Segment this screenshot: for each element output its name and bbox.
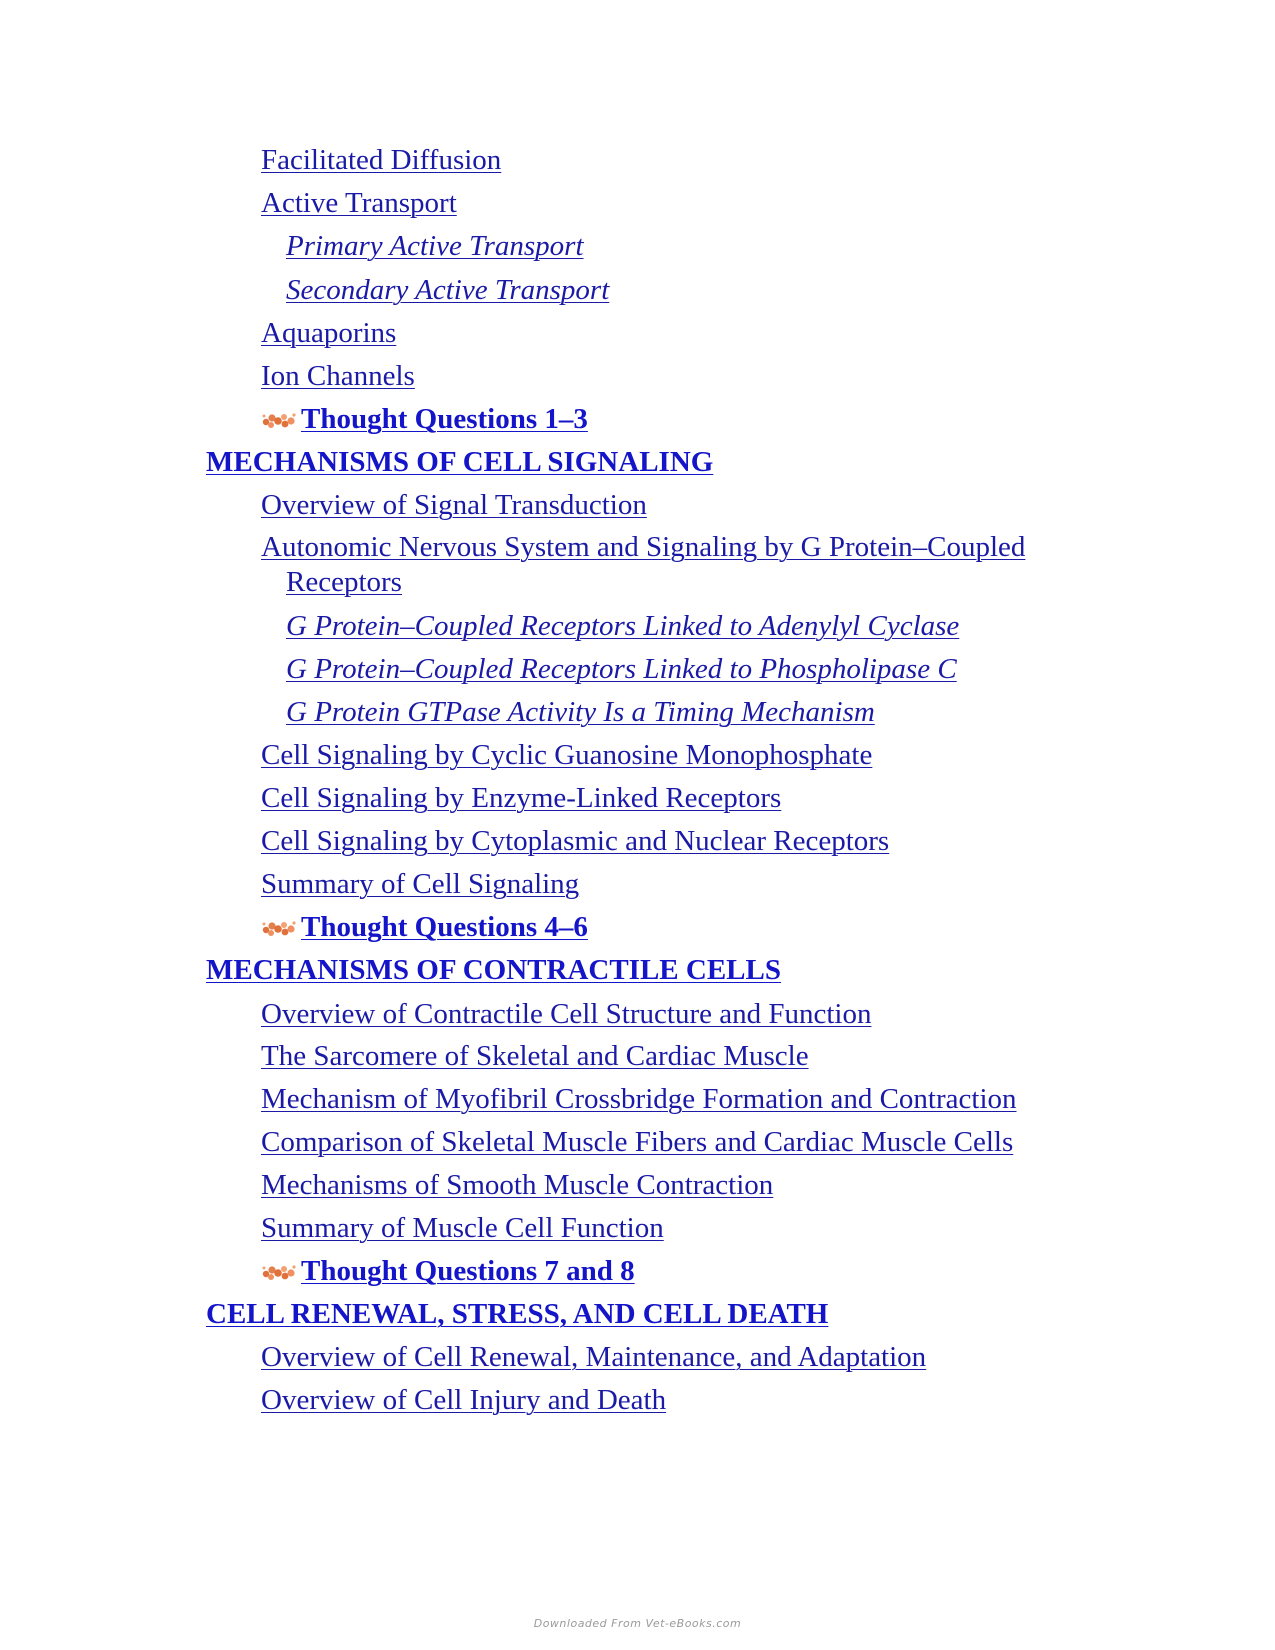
toc-link-overview-of-cell-renewal-maintenance-and-adaptation[interactable]: Overview of Cell Renewal, Maintenance, and Adaptation <box>261 1341 927 1373</box>
toc-link-summary-of-muscle-cell-function[interactable]: Summary of Muscle Cell Function <box>261 1212 664 1244</box>
toc-link-facilitated-diffusion[interactable]: Facilitated Diffusion <box>261 144 502 176</box>
toc-link-cell-signaling-by-enzyme-linked-receptors[interactable]: Cell Signaling by Enzyme-Linked Receptors <box>261 782 782 814</box>
toc-link-overview-of-cell-injury-and-death[interactable]: Overview of Cell Injury and Death <box>261 1384 667 1416</box>
toc-link-overview-of-contractile-cell-structure-and-function[interactable]: Overview of Contractile Cell Structure and Function <box>261 998 872 1030</box>
toc-link-aquaporins[interactable]: Aquaporins <box>261 317 397 349</box>
toc-link-label-continued: Receptors <box>286 566 402 598</box>
toc-link-overview-of-signal-transduction[interactable]: Overview of Signal Transduction <box>261 489 647 521</box>
toc-link-mechanisms-of-cell-signaling[interactable]: MECHANISMS OF CELL SIGNALING <box>206 446 714 478</box>
toc-link-cell-renewal-stress-and-cell-death[interactable]: CELL RENEWAL, STRESS, AND CELL DEATH <box>206 1298 829 1330</box>
toc-link-mechanism-of-myofibril-crossbridge-formation-and-contraction[interactable]: Mechanism of Myofibril Crossbridge Formation and Contraction <box>261 1083 1017 1115</box>
toc-link-g-protein-coupled-receptors-linked-to-phospholipase-c[interactable]: G Protein–Coupled Receptors Linked to Phospholipase C <box>286 653 957 685</box>
toc-link-label: Thought Questions 7 and 8 <box>301 1255 635 1287</box>
cell-cluster-icon <box>261 918 297 938</box>
toc-link-mechanisms-of-contractile-cells[interactable]: MECHANISMS OF CONTRACTILE CELLS <box>206 954 781 986</box>
toc-link-thought-questions-4-6[interactable] <box>261 909 588 945</box>
toc-link-comparison-of-skeletal-muscle-fibers-and-cardiac-muscle-cells[interactable]: Comparison of Skeletal Muscle Fibers and Cardiac Muscle Cells <box>261 1126 1014 1158</box>
cell-cluster-icon <box>261 410 297 430</box>
toc-link-summary-of-cell-signaling[interactable]: Summary of Cell Signaling <box>261 868 580 900</box>
toc-link-primary-active-transport[interactable]: Primary Active Transport <box>286 230 584 262</box>
toc-link-cell-signaling-by-cytoplasmic-and-nuclear-receptors[interactable]: Cell Signaling by Cytoplasmic and Nuclear Receptors <box>261 825 890 857</box>
toc-link-the-sarcomere-of-skeletal-and-cardiac-muscle[interactable]: The Sarcomere of Skeletal and Cardiac Muscle <box>261 1040 809 1072</box>
watermark: Downloaded From Vet-eBooks.com <box>533 1617 742 1630</box>
toc-link-label: Autonomic Nervous System and Signaling by G Protein–Coupled <box>261 531 1026 563</box>
toc-link-thought-questions-7-and-8[interactable] <box>261 1253 635 1289</box>
toc-link-secondary-active-transport[interactable]: Secondary Active Transport <box>286 274 610 306</box>
toc-link-g-protein-gtpase-activity-is-a-timing-mechanism[interactable]: G Protein GTPase Activity Is a Timing Mechanism <box>286 696 875 728</box>
toc-link-label: Thought Questions 1–3 <box>301 403 588 435</box>
toc-link-autonomic-nervous-system-and-signaling-by-g-protein-coupled[interactable] <box>261 530 1025 600</box>
toc-link-cell-signaling-by-cyclic-guanosine-monophosphate[interactable]: Cell Signaling by Cyclic Guanosine Monophosphate <box>261 739 873 771</box>
toc-link-thought-questions-1-3[interactable] <box>261 401 588 437</box>
toc-link-label: Thought Questions 4–6 <box>301 911 588 943</box>
toc-link-mechanisms-of-smooth-muscle-contraction[interactable]: Mechanisms of Smooth Muscle Contraction <box>261 1169 774 1201</box>
toc-link-ion-channels[interactable]: Ion Channels <box>261 360 415 392</box>
cell-cluster-icon <box>261 1262 297 1282</box>
toc-link-g-protein-coupled-receptors-linked-to-adenylyl-cyclase[interactable]: G Protein–Coupled Receptors Linked to Adenylyl Cyclase <box>286 610 960 642</box>
toc-link-active-transport[interactable]: Active Transport <box>261 187 457 219</box>
